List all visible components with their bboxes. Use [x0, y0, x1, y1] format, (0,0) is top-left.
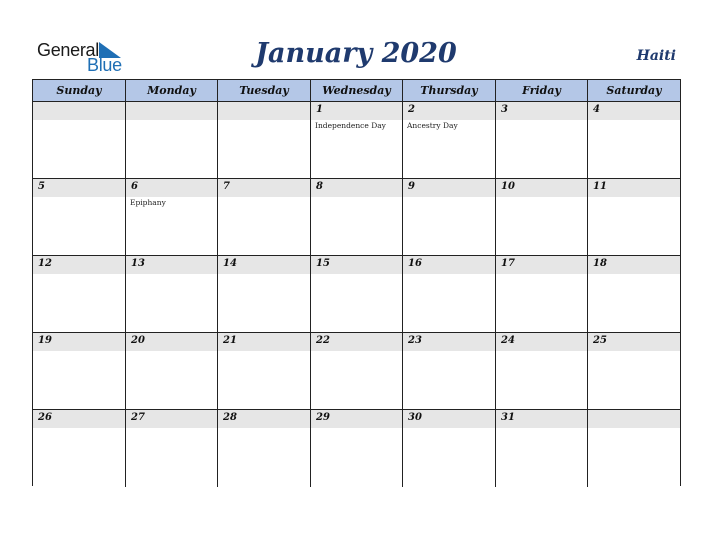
day-cell	[403, 179, 496, 256]
country-label: Haiti	[636, 48, 676, 64]
day-cell	[126, 333, 218, 410]
day-number: 27	[131, 412, 145, 423]
day-cell	[403, 256, 496, 333]
day-number: 4	[593, 104, 600, 115]
day-number-band	[126, 102, 217, 120]
day-cell	[126, 410, 218, 487]
day-cell	[588, 333, 680, 410]
day-number: 10	[501, 181, 515, 192]
day-number: 25	[593, 335, 607, 346]
day-number-band	[33, 102, 125, 120]
day-number-band	[218, 102, 310, 120]
day-number: 31	[501, 412, 515, 423]
weekday-header: Friday	[496, 80, 588, 102]
day-number: 21	[223, 335, 237, 346]
day-number: 19	[38, 335, 52, 346]
holiday-label: Epiphany	[130, 198, 166, 207]
day-number: 15	[316, 258, 330, 269]
day-cell	[588, 102, 680, 179]
weekday-header: Sunday	[33, 80, 126, 102]
day-number: 29	[316, 412, 330, 423]
day-number: 12	[38, 258, 52, 269]
day-number: 28	[223, 412, 237, 423]
day-number: 7	[223, 181, 230, 192]
holiday-label: Ancestry Day	[407, 121, 458, 130]
calendar-title: January 2020	[255, 38, 457, 69]
weekday-header: Monday	[126, 80, 218, 102]
holiday-label: Independence Day	[315, 121, 386, 130]
day-number: 2	[408, 104, 415, 115]
day-number-band	[218, 179, 310, 197]
day-number-band	[403, 102, 495, 120]
day-cell	[311, 333, 403, 410]
day-cell	[403, 410, 496, 487]
day-cell	[311, 410, 403, 487]
day-cell	[126, 256, 218, 333]
day-cell	[126, 179, 218, 256]
day-cell	[403, 333, 496, 410]
day-cell	[403, 102, 496, 179]
day-cell	[588, 256, 680, 333]
day-cell	[496, 102, 588, 179]
day-cell	[588, 410, 680, 487]
day-cell	[311, 256, 403, 333]
day-cell	[311, 179, 403, 256]
day-number: 1	[316, 104, 323, 115]
day-cell	[218, 410, 311, 487]
day-number-band	[403, 179, 495, 197]
day-number: 30	[408, 412, 422, 423]
day-number: 6	[131, 181, 138, 192]
day-cell	[126, 102, 218, 179]
day-number-band	[311, 179, 402, 197]
weekday-header: Thursday	[403, 80, 496, 102]
day-cell	[496, 256, 588, 333]
day-cell	[33, 102, 126, 179]
day-cell	[33, 179, 126, 256]
day-number-band	[126, 179, 217, 197]
day-cell	[218, 333, 311, 410]
day-number: 18	[593, 258, 607, 269]
day-number: 16	[408, 258, 422, 269]
day-number: 23	[408, 335, 422, 346]
day-number-band	[588, 410, 680, 428]
day-cell	[218, 102, 311, 179]
day-cell	[496, 179, 588, 256]
day-number: 13	[131, 258, 145, 269]
day-cell	[311, 102, 403, 179]
day-number-band	[496, 102, 587, 120]
day-number: 14	[223, 258, 237, 269]
day-number: 9	[408, 181, 415, 192]
day-number: 22	[316, 335, 330, 346]
day-number: 3	[501, 104, 508, 115]
day-number-band	[311, 102, 402, 120]
logo-text-blue: Blue	[87, 55, 122, 75]
day-number: 8	[316, 181, 323, 192]
day-cell	[588, 179, 680, 256]
day-number: 17	[501, 258, 515, 269]
day-number-band	[33, 179, 125, 197]
logo-text-general: General	[37, 40, 99, 60]
day-cell	[496, 333, 588, 410]
day-number: 20	[131, 335, 145, 346]
day-cell	[218, 256, 311, 333]
weekday-header: Wednesday	[311, 80, 403, 102]
day-number: 26	[38, 412, 52, 423]
calendar-grid	[32, 79, 681, 486]
weekday-header: Tuesday	[218, 80, 311, 102]
day-number-band	[588, 102, 680, 120]
day-cell	[33, 256, 126, 333]
day-number: 11	[593, 181, 607, 192]
day-cell	[496, 410, 588, 487]
day-cell	[218, 179, 311, 256]
day-number: 5	[38, 181, 45, 192]
day-cell	[33, 410, 126, 487]
weekday-header: Saturday	[588, 80, 680, 102]
day-number: 24	[501, 335, 515, 346]
day-cell	[33, 333, 126, 410]
